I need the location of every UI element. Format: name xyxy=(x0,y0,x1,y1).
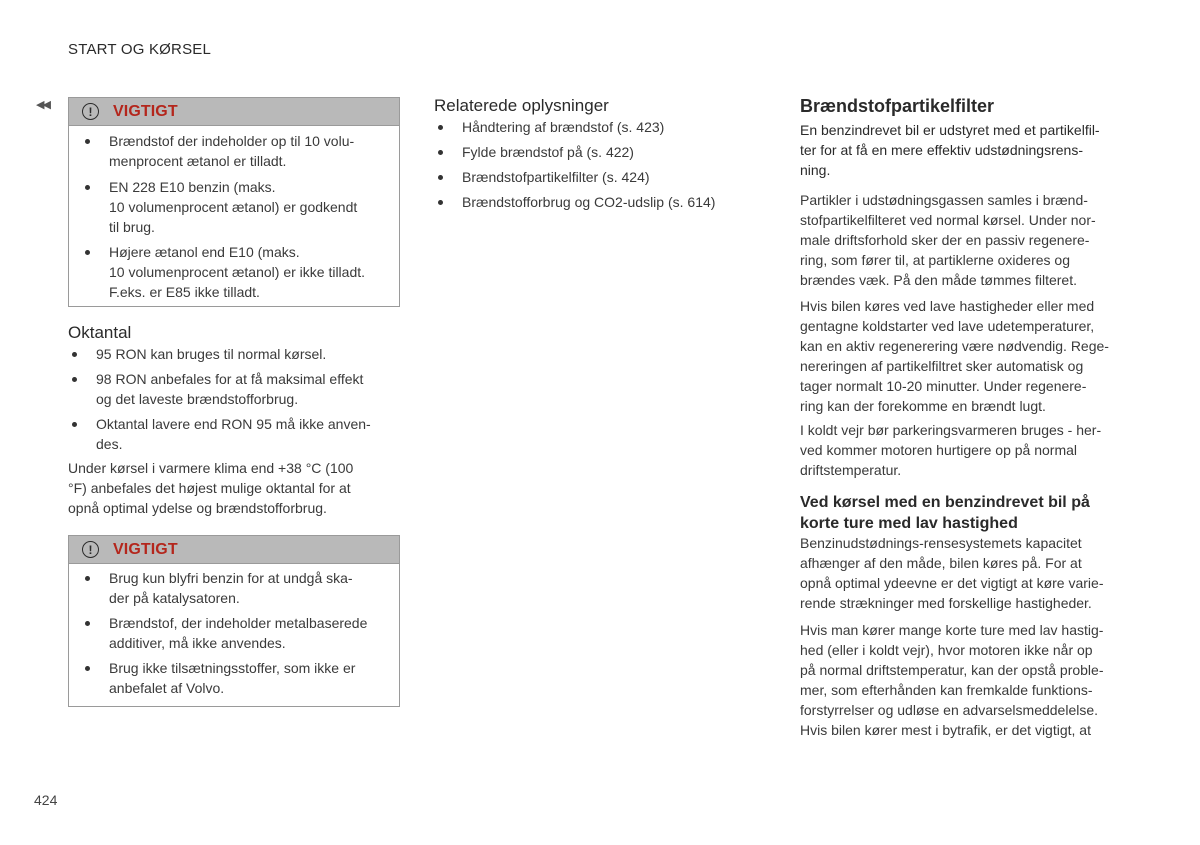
paragraph-1: Partikler i udstødningsgassen samles i brænd- stofpartikelfilteret ved normal kørsel. Under nor- male driftsforhold sker der en passiv regenere- ring, som fører til, at partiklerne oxideres og brændes væk. På den måde tømmes filteret. xyxy=(800,192,1096,288)
page-number: 424 xyxy=(34,792,58,808)
important-note-box-2 xyxy=(68,535,400,707)
list-item: EN 228 E10 benzin (maks. 10 volumenprocent ætanol) er godkendt til brug. xyxy=(109,177,399,237)
intro-paragraph: En benzindrevet bil er udstyret med et partikelfil- ter for at få en mere effektiv udstødningsrens- ning. xyxy=(800,122,1100,178)
important-note-header xyxy=(69,98,399,126)
important-note-box-1 xyxy=(68,97,400,307)
warning-icon: ! xyxy=(82,103,99,120)
short-trips-heading: Ved kørsel med en benzindrevet bil på korte ture med lav hastighed xyxy=(800,494,1090,532)
paragraph-2: Hvis bilen køres ved lave hastigheder eller med gentagne koldstarter ved lave udetemperaturer, kan en aktiv regenerering være nødvendig. Rege- nereringen af partikelfiltret sker automatisk og tager normalt 10-20 minutter. Under regenere- ring kan der forekomme en brændt lugt. xyxy=(800,298,1109,414)
list-item: 95 RON kan bruges til normal kørsel. xyxy=(96,344,406,364)
important-note-list xyxy=(109,131,399,302)
paragraph-4: Benzinudstødnings-rensesystemets kapacitet afhænger af den måde, bilen køres på. For at opnå optimal ydeevne er det vigtigt at køre varie- rende strækninger med forskellige hastigheder. xyxy=(800,535,1104,611)
page-section-title: START OG KØRSEL xyxy=(68,41,212,58)
important-note-title: VIGTIGT xyxy=(113,102,178,120)
list-item: Brændstof, der indeholder metalbaserede additiver, må ikke anvendes. xyxy=(109,613,399,653)
paragraph-3: I koldt vejr bør parkeringsvarmeren bruges - her- ved kommer motoren hurtigere op på normal driftstemperatur. xyxy=(800,422,1102,478)
octane-list xyxy=(96,344,406,454)
list-item: Oktantal lavere end RON 95 må ikke anven- des. xyxy=(96,414,406,454)
paragraph-5: Hvis man kører mange korte ture med lav hastig- hed (eller i koldt vejr), hvor motoren ikke når op på normal driftstemperatur, kan der opstå proble- mer, som efterhånden kan fremkalde funktions- forstyrrelser og udløse en advarselsmeddelelse. Hvis bilen kører mest i bytrafik, er det vigtigt, at xyxy=(800,622,1104,738)
important-note-header xyxy=(69,536,399,564)
important-note-title: VIGTIGT xyxy=(113,540,178,558)
back-arrows-icon[interactable]: ◀◀ xyxy=(36,99,49,111)
list-item: Brug ikke tilsætningsstoffer, som ikke er anbefalet af Volvo. xyxy=(109,658,399,698)
warning-icon: ! xyxy=(82,541,99,558)
list-item: Højere ætanol end E10 (maks. 10 volumenprocent ætanol) er ikke tilladt. F.eks. er E85 ikke tilladt. xyxy=(109,242,399,302)
related-links-list xyxy=(462,117,782,212)
list-item: Brug kun blyfri benzin for at undgå ska- der på katalysatoren. xyxy=(109,568,399,608)
related-info-heading: Relaterede oplysninger xyxy=(434,96,609,115)
important-note-list xyxy=(109,568,399,698)
octane-heading: Oktantal xyxy=(68,323,132,342)
list-item: 98 RON anbefales for at få maksimal effekt og det laveste brændstofforbrug. xyxy=(96,369,406,409)
related-link[interactable]: Håndtering af brændstof (s. 423) xyxy=(462,117,782,137)
related-link[interactable]: Brændstofforbrug og CO2-udslip (s. 614) xyxy=(462,192,782,212)
list-item: Brændstof der indeholder op til 10 volu- menprocent ætanol er tilladt. xyxy=(109,131,399,171)
particle-filter-heading: Brændstofpartikelfilter xyxy=(800,96,995,116)
octane-paragraph: Under kørsel i varmere klima end +38 °C (100 °F) anbefales det højest mulige oktantal for at opnå optimal ydelse og brændstofforbrug. xyxy=(68,460,354,516)
related-link[interactable]: Brændstofpartikelfilter (s. 424) xyxy=(462,167,782,187)
related-link[interactable]: Fylde brændstof på (s. 422) xyxy=(462,142,782,162)
